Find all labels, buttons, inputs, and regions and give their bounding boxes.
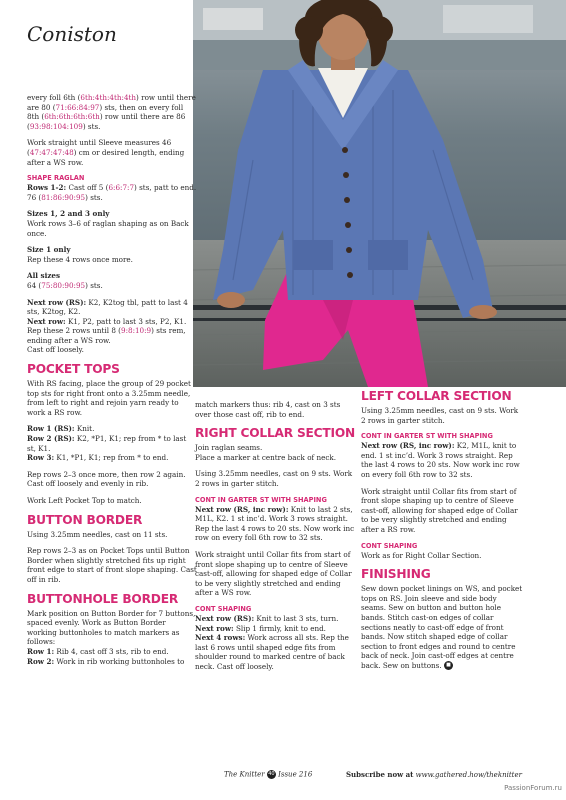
shape-raglan-heading: SHAPE RAGLAN xyxy=(27,174,85,183)
subscribe-link[interactable]: www.gathered.how/theknitter xyxy=(415,771,522,779)
end-mark-icon: ■ xyxy=(444,661,453,670)
size-values: 81:86:90:95 xyxy=(41,192,86,202)
footer-magazine xyxy=(224,770,312,779)
all-sizes-text xyxy=(27,281,197,291)
repeat-text: Rep rows 2–3 once more, then row 2 again. Cast off loosely and evenly in rib. xyxy=(27,469,186,489)
model-photo xyxy=(193,0,566,387)
row-label: Next row (RS): xyxy=(195,613,255,623)
shaping-row-2 xyxy=(195,624,357,634)
cont-garter-text xyxy=(361,441,523,479)
cast-off-text: Cast off loosely. xyxy=(27,345,84,355)
text-segment: ) row until there are 80 ( xyxy=(27,93,196,112)
finishing-text xyxy=(361,584,523,670)
row-label: Next row: xyxy=(27,316,66,326)
row-label: Next row: xyxy=(195,623,234,633)
column-2 xyxy=(195,400,357,678)
size-values: 71:66:84:97 xyxy=(55,102,100,112)
text-segment: K1, P2, patt to last 3 sts, P2, K1. Rep these 2 rows until 8 ( xyxy=(27,316,187,336)
page-number: 40 xyxy=(268,771,275,777)
left-collar-heading: LEFT COLLAR SECTION xyxy=(361,389,512,403)
row-label: Row 2 (RS): xyxy=(27,434,75,444)
footer-subscribe xyxy=(346,770,522,779)
size-values: 75:80:90:95 xyxy=(41,280,86,290)
text-segment: Knit to last 3 sts, turn. xyxy=(254,613,339,623)
text-segment: K2, *P1, K1; rep from * to last st, K1. xyxy=(27,434,187,453)
cont-garter-heading: CONT IN GARTER ST WITH SHAPING xyxy=(361,432,493,441)
right-collar-text-2: Using 3.25mm needles, cast on 9 sts. Work 2 rows in garter stitch. xyxy=(195,469,353,488)
finishing-heading: FINISHING xyxy=(361,567,431,582)
buttonhole-row-1 xyxy=(27,647,197,657)
text-segment: Knit. xyxy=(74,424,95,434)
size-1-text: Rep these 4 rows once more. xyxy=(27,254,133,264)
shaping-row-3 xyxy=(195,633,357,671)
next-row-rs-text xyxy=(27,298,197,317)
page-title: Coniston xyxy=(27,22,117,46)
column-3 xyxy=(361,389,523,677)
size-values: 47:47:47:48 xyxy=(29,147,74,157)
right-collar-heading: RIGHT COLLAR SECTION xyxy=(195,426,356,441)
raglan-rows-text xyxy=(27,183,197,202)
sleeve-length-text xyxy=(27,138,197,167)
text-segment: ) sts rem, ending after a WS row. xyxy=(27,326,186,345)
text-segment: ) cm or desired length, ending after a WS row. xyxy=(27,147,185,167)
size-1-heading: Size 1 only xyxy=(27,245,71,255)
button-border-heading: BUTTON BORDER xyxy=(27,512,143,527)
sleeve-increase-text xyxy=(27,93,197,131)
text-segment: ) row until there are 86 ( xyxy=(27,112,186,131)
text-segment: ) sts, then on every foll 8th ( xyxy=(27,102,184,122)
shaping-row-1 xyxy=(195,614,357,624)
row-label: Next row (RS, inc row): xyxy=(361,441,455,451)
size-values: 6th:6th:6th:6th xyxy=(44,112,100,122)
text-segment: Cast off 5 ( xyxy=(66,183,109,193)
next-row-text xyxy=(27,317,197,346)
left-collar-text: Using 3.25mm needles, cast on 9 sts. Work 2 rows in garter stitch. xyxy=(361,406,519,425)
right-collar-text-1: Join raglan seams. Place a marker at centre back of neck. xyxy=(195,443,337,462)
text-segment: Slip 1 firmly, knit to end. xyxy=(233,623,326,633)
text-segment: Work straight until Sleeve measures 46 ( xyxy=(27,138,172,157)
row-label: Next row (RS): xyxy=(27,297,87,307)
size-values: 6:6:7:7 xyxy=(108,183,135,193)
text-segment: Work in rib working buttonholes to xyxy=(54,656,185,666)
text-segment: ) sts. xyxy=(82,121,101,131)
work-straight-text: Work straight until Collar fits from start of front slope shaping up to centre of Sleeve cast-off, allowing for shaped edge of Collar to be very slightly stretched and ending after a RS row. xyxy=(361,486,518,534)
watermark: PassionForum.ru xyxy=(504,784,562,792)
buttonhole-continued-text: match markers thus: rib 4, cast on 3 sts over those cast off, rib to end. xyxy=(195,400,341,419)
text-segment: 64 ( xyxy=(27,280,42,290)
left-pocket-text: Work Left Pocket Top to match. xyxy=(27,496,142,505)
pocket-tops-text: With RS facing, place the group of 29 pocket top sts for right front onto a 3.25mm needle, from left to right and rejoin yarn ready to work a RS row. xyxy=(27,379,191,417)
row-label: Row 1: xyxy=(27,646,55,656)
buttonhole-row-2 xyxy=(27,657,197,667)
button-border-text-2: Rep rows 2–3 as on Pocket Tops until Button Border when slightly stretched fits up right front edge to start of front slope shaping. Cast off in rib. xyxy=(27,546,197,584)
text-segment: Work across all sts. Rep the last 6 rows until shaped edge fits from shoulder round to marked centre of back neck. Cast off loosely. xyxy=(195,633,349,671)
text-segment: ) sts, patt to end. 76 ( xyxy=(27,183,197,202)
row-label: Row 1 (RS): xyxy=(27,424,75,434)
row-label: Row 3: xyxy=(27,453,55,463)
all-sizes-heading: All sizes xyxy=(27,271,61,281)
row-label: Next 4 rows: xyxy=(195,633,246,643)
row-3-text xyxy=(27,453,197,463)
row-label: Row 2: xyxy=(27,656,55,666)
work-straight-text: Work straight until Collar fits from start of front slope shaping up to centre of Sleeve cast-off, allowing for shaped edge of Collar to be very slightly stretched and ending after a WS row. xyxy=(195,549,352,598)
row-label: Rows 1-2: xyxy=(27,183,67,193)
text-segment: K1, *P1, K1; rep from * to end. xyxy=(54,453,169,463)
buttonhole-text: Mark position on Button Border for 7 buttons, spaced evenly. Work as Button Border working buttonholes to match markers as follows: xyxy=(27,608,196,647)
sizes-123-text: Work rows 3–6 of raglan shaping as on Back once. xyxy=(27,218,189,238)
issue-number: Issue 216 xyxy=(278,770,313,779)
cont-shaping-heading: CONT SHAPING xyxy=(361,541,418,550)
text-segment: ) sts. xyxy=(85,280,103,290)
text-segment: Knit to last 2 sts, M1L, K2. 1 st inc’d. Work 3 rows straight. Rep the last 4 rows to 20 sts. Now work inc row on every foll 6th row to 32 sts. xyxy=(195,504,355,543)
text-segment: Sew down pocket linings on WS, and pocket tops on RS. Join sleeve and side body seams. Sew on button and button hole bands. Stitch cast-on edges of collar sections neatly to cast-off edge of front bands. Now stitch shaped edge of collar section to front edges and round to centre back of neck. Join cast-off edges at centre back. Sew on buttons. xyxy=(361,584,523,670)
column-1 xyxy=(27,93,197,666)
text-segment: K2, K2tog tbl, patt to last 4 sts, K2tog, K2. xyxy=(27,297,188,317)
buttonhole-border-heading: BUTTONHOLE BORDER xyxy=(27,591,179,606)
cont-garter-text xyxy=(195,505,357,543)
cont-shaping-heading: CONT SHAPING xyxy=(195,604,252,613)
size-values: 93:98:104:109 xyxy=(29,121,83,131)
sizes-123-heading: Sizes 1, 2 and 3 only xyxy=(27,209,110,219)
row-1-text xyxy=(27,424,197,434)
magazine-name: The Knitter xyxy=(224,770,265,779)
text-segment: every foll 6th ( xyxy=(27,93,81,102)
row-2-text xyxy=(27,434,197,453)
size-values: 6th:4th:4th:4th xyxy=(80,93,137,102)
text-segment: Rib 4, cast off 3 sts, rib to end. xyxy=(54,646,169,656)
photo-illustration xyxy=(193,0,566,387)
cont-garter-heading: CONT IN GARTER ST WITH SHAPING xyxy=(195,495,327,504)
subscribe-label: Subscribe now at xyxy=(346,770,414,779)
text-segment: K2, M1L, knit to end. 1 st inc’d. Work 3 rows straight. Rep the last 4 rows to 20 sts. Now work inc row on every foll 6th row to 32 sts. xyxy=(361,441,520,479)
cont-shaping-text: Work as for Right Collar Section. xyxy=(361,550,482,560)
button-border-text-1: Using 3.25mm needles, cast on 11 sts. xyxy=(27,529,168,539)
pocket-tops-heading: POCKET TOPS xyxy=(27,362,120,377)
text-segment: ) sts. xyxy=(85,192,103,202)
size-values: 9:8:10:9 xyxy=(121,326,152,336)
row-label: Next row (RS, inc row): xyxy=(195,504,289,514)
